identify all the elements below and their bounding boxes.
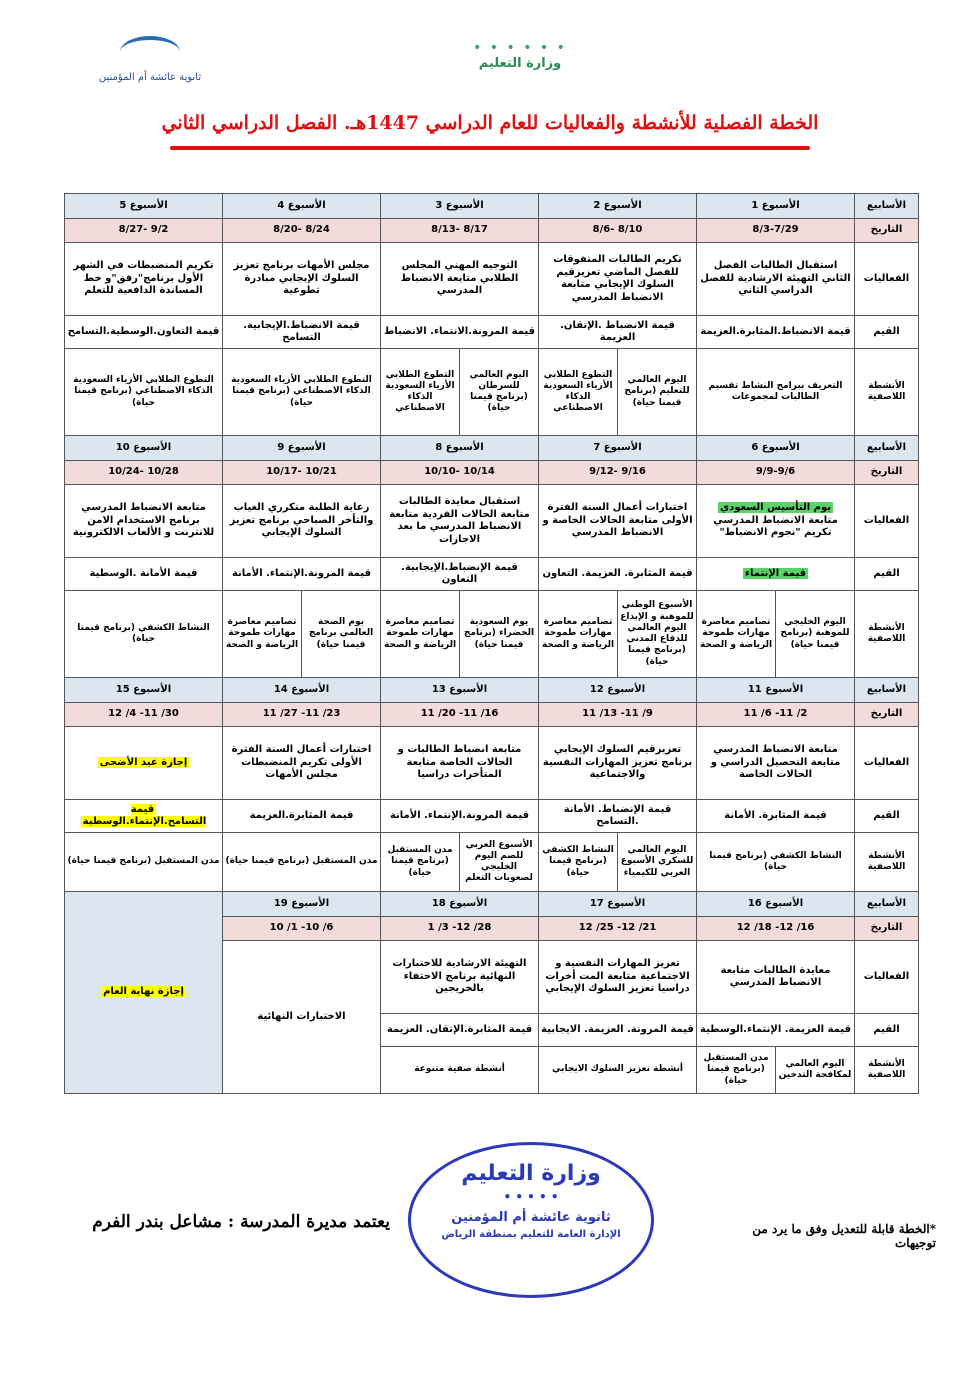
school-logo-text: ثانوية عائشة أم المؤمنين: [98, 72, 202, 83]
row-label: الفعاليات: [855, 727, 919, 800]
value-cell: قيمة المرونة.الإنتماء. الأمانة: [223, 558, 381, 591]
row-label: الفعاليات: [855, 941, 919, 1014]
table-row: [65, 703, 919, 727]
extra-cell: مدن المستقبل (برنامج قيمنا حياة): [223, 833, 381, 892]
date-cell: 2/ 11- 6/ 11: [697, 703, 855, 727]
event-cell: استقبال الطالبات الفصل الثاني التهيئة الارشادية للفصل الدراسي الثاني: [697, 243, 855, 316]
date-cell: 30/ 11- 4/ 12: [65, 703, 223, 727]
row-label: الأسابيع: [855, 436, 919, 461]
extra-cell: الأسبوع الوطني للموهبة و الإبداع اليوم العالمي للدفاع المدني (برنامج قيمنا حياة): [618, 591, 697, 678]
approval-text: يعتمد مديرة المدرسة : مشاعل بندر الفرم: [92, 1212, 390, 1232]
event-cell: متابعة انضباط الطالبات و الحالات الخاصة متابعة المتأخرات دراسيا: [381, 727, 539, 800]
extra-cell: التطوع الطلابي الأزياء السعودية الذكاء الاصطناعي: [381, 349, 460, 436]
event-cell: متابعة الانضباط المدرسي برنامج الاستخدام الامن للانترنت و الألعاب الالكترونية: [65, 485, 223, 558]
row-label: القيم: [855, 1014, 919, 1047]
extra-cell: النشاط الكشفي (برنامج قيمنا حياة): [65, 591, 223, 678]
table-row: [65, 485, 919, 558]
week-cell: الأسبوع 4: [223, 194, 381, 219]
extra-cell: النشاط الكشفي (برنامج قيمنا حياة): [697, 833, 855, 892]
table-row: [65, 678, 919, 703]
extra-cell: تصاميم معاصرة مهارات طموحة الرياضة و الصحة: [539, 591, 618, 678]
row-label: القيم: [855, 558, 919, 591]
table-row: [65, 219, 919, 243]
stamp-school: ثانوية عائشة أم المؤمنين: [451, 1210, 611, 1225]
event-cell: تكريم المنضبطات في الشهر الأول برنامج"رفق"و خط المساندة الدافعية للتعلم: [65, 243, 223, 316]
footer-note: *الخطة قابلة للتعديل وفق ما يرد من توجيهات: [752, 1222, 936, 1250]
week-cell: الأسبوع 12: [539, 678, 697, 703]
row-label: الأسابيع: [855, 194, 919, 219]
school-stamp: [408, 1142, 654, 1298]
row-label: القيم: [855, 316, 919, 349]
event-cell: تكريم الطالبات المتفوقات للفصل الماضي تعزيزقيم السلوك الإيجابي متابعة الانضباط المدرسي: [539, 243, 697, 316]
highlighted-value: قيمة التسامح.الإنتماء.الوسطية: [82, 803, 207, 827]
week-cell: الأسبوع 7: [539, 436, 697, 461]
date-cell: 8/17 -8/13: [381, 219, 539, 243]
date-cell: 10/28 -10/24: [65, 461, 223, 485]
row-label: الأسابيع: [855, 892, 919, 917]
event-text: متابعة الانضباط المدرسي تكريم "نجوم الانضباط": [713, 514, 838, 539]
week-cell: الأسبوع 16: [697, 892, 855, 917]
value-cell: قيمة الأمانة .الوسطية: [65, 558, 223, 591]
extra-cell: اليوم الخليجي للموهبة (برنامج قيمنا حياة): [776, 591, 855, 678]
page-title: الخطة الفصلية للأنشطة والفعاليات للعام الدراسي 1447هـ. الفصل الدراسي الثاني: [161, 112, 819, 134]
row-label: الفعاليات: [855, 485, 919, 558]
week-cell: الأسبوع 14: [223, 678, 381, 703]
date-cell: 28/ 12- 3/ 1: [381, 917, 539, 941]
table-row: [65, 558, 919, 591]
week-cell: الأسبوع 9: [223, 436, 381, 461]
row-label: التاريخ: [855, 917, 919, 941]
row-label: الأنشطة اللاصفية: [855, 833, 919, 892]
date-cell: 9/9-9/6: [697, 461, 855, 485]
event-cell: التوجيه المهني المجلس الطلابي متابعة الانضباط المدرسي: [381, 243, 539, 316]
value-cell: قيمة الانضباط.الإيجابية. التسامح: [223, 316, 381, 349]
date-cell: 9/16 -9/12: [539, 461, 697, 485]
end-of-year-badge: إجازة نهاية العام: [103, 986, 184, 998]
highlighted-value: قيمة الإنتماء: [744, 567, 807, 579]
event-cell: تعزيزقيم السلوك الإيجابي برنامج تعزيز المهارات النفسية والاجتماعية: [539, 727, 697, 800]
value-cell: [697, 558, 855, 591]
row-label: الفعاليات: [855, 243, 919, 316]
event-cell: اختبارات أعمال السنة الفترة الأولى تكريم المنضبطات مجلس الأمهات: [223, 727, 381, 800]
row-label: التاريخ: [855, 461, 919, 485]
value-cell: قيمة الإنضباط.الإيجابية. التعاون: [381, 558, 539, 591]
plan-table: [64, 193, 919, 1094]
extra-cell: تصاميم معاصرة مهارات طموحة الرياضة و الصحة: [697, 591, 776, 678]
extra-cell: اليوم العالمي للسكري الأسبوع العربي للكيمياء: [618, 833, 697, 892]
table-row: [65, 243, 919, 316]
event-cell: معايدة الطالبات متابعة الانضباط المدرسي: [697, 941, 855, 1014]
holiday-badge: إجازة عيد الأضحى: [99, 756, 188, 768]
title-underline: [170, 146, 810, 150]
row-label: الأنشطة اللاصفية: [855, 591, 919, 678]
extra-cell: التطوع الطلابي الأزياء السعودية الذكاء الاصطناعي (برنامج قيمنا حياة): [223, 349, 381, 436]
table-row: [65, 727, 919, 800]
date-cell: 10/14 -10/10: [381, 461, 539, 485]
value-cell: قيمة الانضباط .الإتقان. العزيمة: [539, 316, 697, 349]
date-cell: 16/ 12- 18/ 12: [697, 917, 855, 941]
table-row: [65, 591, 919, 678]
table-row: [65, 349, 919, 436]
date-cell: 16/ 11- 20/ 11: [381, 703, 539, 727]
event-cell: [697, 485, 855, 558]
logo-dots-icon: • • • • • •: [473, 40, 567, 56]
event-cell: استقبال معايدة الطالبات متابعة الحالات الفردية متابعة الانضباط المدرسي ما بعد الاجازات: [381, 485, 539, 558]
value-cell: قيمة المرونة.الإنتماء. الأمانة: [381, 800, 539, 833]
row-label: الأنشطة اللاصفية: [855, 349, 919, 436]
end-of-year-cell: [65, 892, 223, 1094]
week-cell: الأسبوع 10: [65, 436, 223, 461]
date-cell: 10/21 -10/17: [223, 461, 381, 485]
week-cell: الأسبوع 15: [65, 678, 223, 703]
extra-cell: تصاميم معاصرة مهارات طموحة الرياضة و الصحة: [223, 591, 302, 678]
stamp-dots-icon: • • • • •: [503, 1190, 559, 1204]
row-label: الأسابيع: [855, 678, 919, 703]
extra-cell: اليوم العالمي لمكافحة التدخين: [776, 1047, 855, 1094]
extra-cell: مدن المستقبل (برنامج قيمنا حياة): [65, 833, 223, 892]
value-cell: قيمة المثابرة. الأمانة: [697, 800, 855, 833]
value-cell: قيمة الانضباط.المثابرة.العزيمة: [697, 316, 855, 349]
value-cell: قيمة المثابرة.الإتقان. العزيمة: [381, 1014, 539, 1047]
table-row: [65, 800, 919, 833]
value-cell: قيمة التعاون.الوسطية.التسامح: [65, 316, 223, 349]
date-cell: 8/10 -8/6: [539, 219, 697, 243]
extra-cell: أنشطة تعزيز السلوك الايجابي: [539, 1047, 697, 1094]
row-label: القيم: [855, 800, 919, 833]
row-label: الأنشطة اللاصفية: [855, 1047, 919, 1094]
extra-cell: التعريف ببرامج النشاط تقسيم الطالبات لمجموعات: [697, 349, 855, 436]
row-label: التاريخ: [855, 219, 919, 243]
table-row: [65, 194, 919, 219]
date-cell: 21/ 12- 25/ 12: [539, 917, 697, 941]
week-cell: الأسبوع 3: [381, 194, 539, 219]
week-cell: الأسبوع 6: [697, 436, 855, 461]
book-icon: [120, 36, 180, 68]
extra-cell: اليوم العالمي للسرطان (برنامج قيمنا حياة): [460, 349, 539, 436]
extra-cell: الأسبوع العربي للصم اليوم الخليجي لصعوبات التعلم: [460, 833, 539, 892]
table-row: [65, 833, 919, 892]
value-cell: [65, 800, 223, 833]
stamp-ministry: وزارة التعليم: [461, 1161, 601, 1186]
event-cell: متابعة الانضباط المدرسي متابعة التحصيل الدراسي و الحالات الخاصة: [697, 727, 855, 800]
extra-cell: التطوع الطلابي الأزياء السعودية الذكاء الاصطناعي (برنامج قيمنا حياة): [65, 349, 223, 436]
value-cell: قيمة المرونة. العزيمة. الايجابية: [539, 1014, 697, 1047]
row-label: التاريخ: [855, 703, 919, 727]
extra-cell: يوم الصحة العالمي برنامج قيمنا حياة): [302, 591, 381, 678]
event-cell: اختبارات أعمال السنة الفترة الأولى متابعة الحالات الخاصة و الانضباط المدرسي: [539, 485, 697, 558]
date-cell: 9/2 -8/27: [65, 219, 223, 243]
extra-cell: تصاميم معاصرة مهارات طموحة الرياضة و الصحة: [381, 591, 460, 678]
table-row: [65, 461, 919, 485]
event-cell: تعزيز المهارات النفسية و الاجتماعية متابعة المت أخرات دراسيا تعزيز السلوك الإيجابي: [539, 941, 697, 1014]
ministry-logo: [460, 40, 580, 100]
date-cell: 23/ 11- 27/ 11: [223, 703, 381, 727]
week-cell: الأسبوع 17: [539, 892, 697, 917]
event-cell: الاختبارات النهائية: [223, 941, 381, 1094]
date-cell: 8/24 -8/20: [223, 219, 381, 243]
week-cell: الأسبوع 2: [539, 194, 697, 219]
extra-cell: مدن المستقبل (برنامج قيمنا حياة): [697, 1047, 776, 1094]
event-cell: [65, 727, 223, 800]
extra-cell: أنشطة صفية متنوعة: [381, 1047, 539, 1094]
event-cell: رعاية الطلبة متكرري الغياب والتأخر الصباحي برنامج تعزيز السلوك الإيجابي: [223, 485, 381, 558]
week-cell: الأسبوع 1: [697, 194, 855, 219]
ministry-name: وزارة التعليم: [478, 56, 562, 71]
table-row: [65, 436, 919, 461]
school-logo: [90, 30, 210, 100]
value-cell: قيمة العزيمة. الإنتماء.الوسطية: [697, 1014, 855, 1047]
week-cell: الأسبوع 19: [223, 892, 381, 917]
week-cell: الأسبوع 5: [65, 194, 223, 219]
event-cell: مجلس الأمهات برنامج تعزيز السلوك الإيجابي مبادرة تطوعية: [223, 243, 381, 316]
week-cell: الأسبوع 11: [697, 678, 855, 703]
week-cell: الأسبوع 13: [381, 678, 539, 703]
date-cell: 6/ 10- 1/ 10: [223, 917, 381, 941]
table-row: [65, 892, 919, 917]
date-cell: 8/3-7/29: [697, 219, 855, 243]
value-cell: قيمة الإنضباط. الأمانة .التسامح: [539, 800, 697, 833]
highlighted-event: يوم التأسيس السعودي: [720, 502, 831, 514]
week-cell: الأسبوع 8: [381, 436, 539, 461]
extra-cell: التطوع الطلابي الأزياء السعودية الذكاء الاصطناعي: [539, 349, 618, 436]
value-cell: قيمة المرونة.الانتماء. الانضباط: [381, 316, 539, 349]
extra-cell: مدن المستقبل (برنامج قيمنا حياة): [381, 833, 460, 892]
value-cell: قيمة المثابرة. العزيمة. التعاون: [539, 558, 697, 591]
extra-cell: يوم السعودية الخضراء (برنامج قيمنا حياة): [460, 591, 539, 678]
table-row: [65, 316, 919, 349]
extra-cell: النشاط الكشفي (برنامج قيمنا حياة): [539, 833, 618, 892]
event-cell: التهيئة الارشادية للاختبارات النهائية برنامج الاحتفاء بالخريجين: [381, 941, 539, 1014]
stamp-admin: الإدارة العامة للتعليم بمنطقة الرياض: [441, 1229, 621, 1240]
date-cell: 9/ 11- 13/ 11: [539, 703, 697, 727]
extra-cell: اليوم العالمي للتعليم (برنامج قيمنا حياة): [618, 349, 697, 436]
value-cell: قيمة المثابرة.العزيمة: [223, 800, 381, 833]
week-cell: الأسبوع 18: [381, 892, 539, 917]
